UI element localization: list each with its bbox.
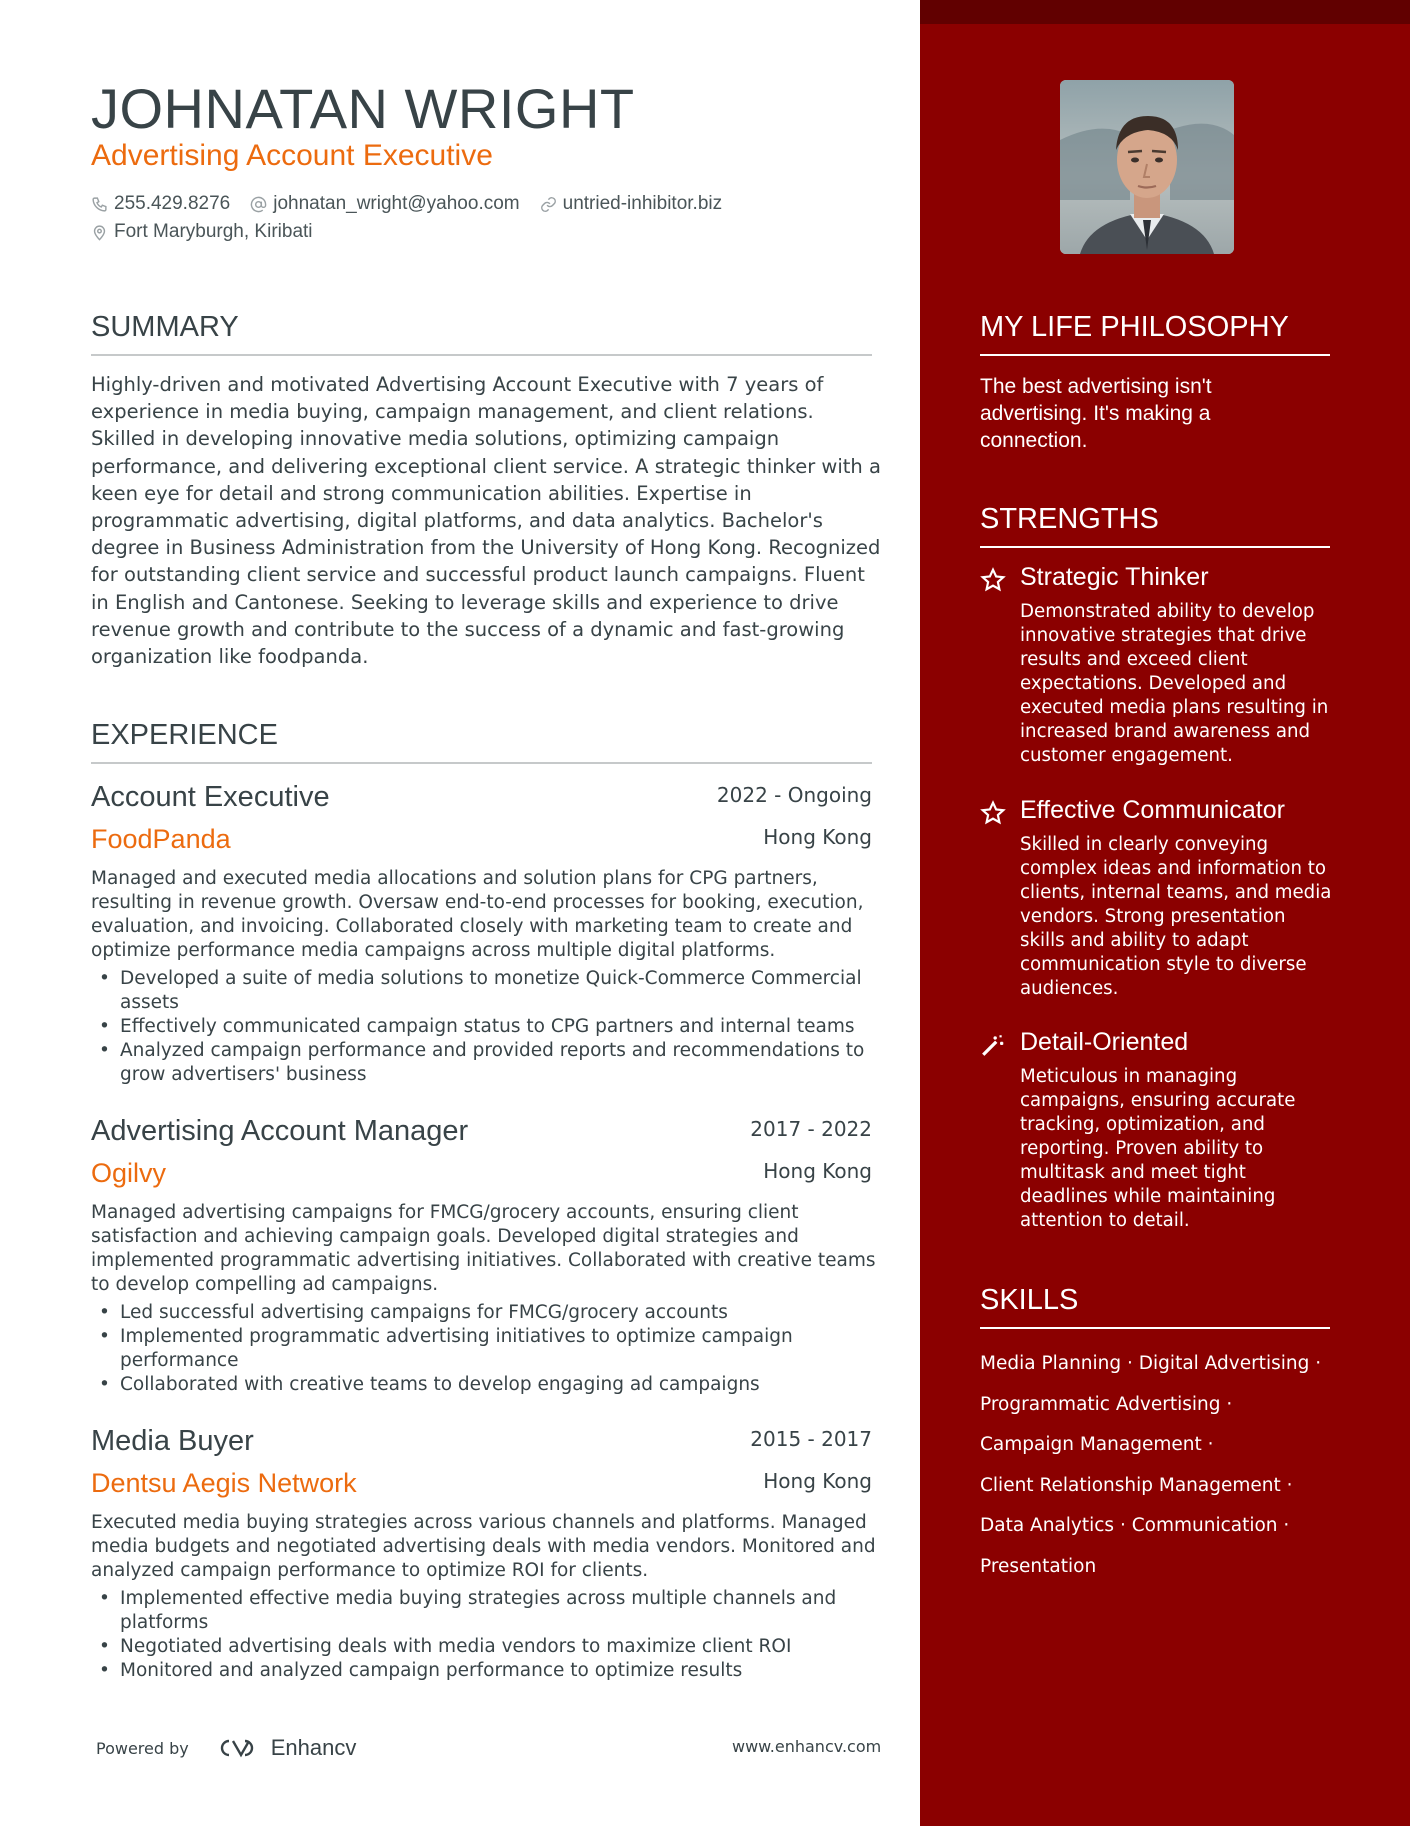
job-bullet: • Collaborated with creative teams to develop engaging ad campaigns: [91, 1373, 876, 1397]
sidebar: [920, 0, 1410, 1826]
strength-description: Meticulous in managing campaigns, ensuring accurate tracking, optimization, and reporting. Proven ability to multitask and meet tight deadlines while maintaining attention to detail.: [1020, 1066, 1296, 1231]
job-title: Advertising Account Manager: [91, 1115, 469, 1147]
profile-photo: [1060, 80, 1234, 254]
job-bullet: • Monitored and analyzed campaign performance to optimize results: [91, 1659, 876, 1683]
job-description: [91, 1201, 876, 1397]
skill-tag: Data Analytics: [980, 1515, 1115, 1536]
skills-line: Campaign Management ·: [980, 1434, 1214, 1455]
strengths-heading: STRENGTHS: [980, 503, 1330, 548]
job-title: Media Buyer: [91, 1425, 254, 1457]
job-bullets: [91, 1587, 876, 1683]
enhancv-logo[interactable]: [215, 1735, 357, 1761]
contact-email[interactable]: [250, 193, 519, 215]
job-bullets: [91, 967, 876, 1087]
contact-website[interactable]: [540, 193, 722, 215]
strength-title: Detail-Oriented: [1020, 1028, 1189, 1056]
link-icon: [540, 196, 557, 213]
skill-tag: Communication: [1131, 1515, 1278, 1536]
skill-tag: Client Relationship Management: [980, 1474, 1281, 1496]
star-icon: [980, 567, 1006, 593]
contact-row-location: [91, 221, 333, 243]
summary-text: Highly-driven and motivated Advertising Account Executive with 7 years of experience in media buying, campaign management, and client relations. Skilled in developing innovative media solutions, optimizing campaign performance, and delivering exceptional client service. A strategic thinker with a keen eye for detail and strong communication abilities. Expertise in programmatic advertising, digital platforms, and data analytics. Bachelor's degree in Business Administration from the University of Hong Kong. Recognized for outstanding client service and successful product launch campaigns. Fluent in English and Cantonese. Seeking to leverage skills and experience to drive revenue growth and contribute to the success of a dynamic and fast-growing organization like foodpanda.: [91, 373, 881, 669]
job-bullets: [91, 1301, 876, 1397]
skills-line: Programmatic Advertising ·: [980, 1393, 1233, 1415]
skill-tag: Presentation: [980, 1555, 1097, 1577]
powered-by-label: Powered by: [96, 1738, 189, 1758]
job-title: Account Executive: [91, 781, 330, 813]
skill-tag: Media Planning: [980, 1353, 1122, 1374]
contact-location: [91, 221, 313, 243]
phone-text: 255.429.8276: [114, 193, 231, 214]
location-pin-icon: [91, 224, 108, 241]
job-summary: Managed advertising campaigns for FMCG/grocery accounts, ensuring client satisfaction and achieving campaign goals. Developed digital strategies and implemented programmatic advertising initiatives. Collaborated with creative teams to develop compelling ad campaigns.: [91, 1202, 876, 1295]
job-bullet: • Led successful advertising campaigns for FMCG/grocery accounts: [91, 1301, 876, 1325]
job-location: Hong Kong: [763, 1159, 872, 1183]
job-bullet: • Implemented programmatic advertising initiatives to optimize campaign performance: [91, 1325, 876, 1373]
job-location: Hong Kong: [763, 825, 872, 849]
skills-line: [980, 1547, 1340, 1588]
skill-tag: Digital Advertising: [1138, 1353, 1310, 1374]
location-text: Fort Maryburgh, Kiribati: [114, 221, 313, 242]
skills-list: [980, 1344, 1340, 1587]
phone-icon: [91, 196, 108, 213]
email-text[interactable]: johnatan_wright@yahoo.com: [273, 193, 520, 214]
brand-name: Enhancv: [270, 1735, 357, 1760]
avatar: [1060, 80, 1234, 254]
skills-line: Client Relationship Management ·: [980, 1474, 1293, 1496]
skills-line: Media Planning · Digital Advertising ·: [980, 1353, 1322, 1374]
skill-tag: Programmatic Advertising: [980, 1393, 1221, 1415]
job-company: Dentsu Aegis Network: [91, 1468, 357, 1498]
strength-description: Demonstrated ability to develop innovative strategies that drive results and exceed client expectations. Developed and executed media plans resulting in increased brand awareness and customer engagement.: [1020, 601, 1329, 766]
candidate-title: Advertising Account Executive: [91, 139, 493, 172]
job-description: [91, 867, 876, 1087]
contact-phone: [91, 193, 230, 215]
job-company: FoodPanda: [91, 824, 231, 854]
philosophy-text: The best advertising isn't advertising. It's making a connection.: [980, 375, 1212, 452]
job-company: Ogilvy: [91, 1158, 167, 1188]
strength-title: Effective Communicator: [1020, 796, 1285, 824]
job-description: [91, 1511, 876, 1683]
job-dates: 2022 - Ongoing: [716, 783, 872, 807]
job-bullet: • Negotiated advertising deals with media vendors to maximize client ROI: [91, 1635, 876, 1659]
philosophy-heading: MY LIFE PHILOSOPHY: [980, 311, 1330, 356]
sidebar-top-bar: [920, 0, 1410, 24]
job-summary: Executed media buying strategies across various channels and platforms. Managed media budgets and negotiated advertising deals with media vendors. Monitored and analyzed campaign performance to optimize ROI for clients.: [91, 1512, 876, 1581]
skill-tag: Campaign Management: [980, 1434, 1202, 1455]
at-icon: [250, 196, 267, 213]
experience-heading: EXPERIENCE: [91, 719, 872, 764]
contact-row: [91, 193, 742, 215]
job-bullet: • Effectively communicated campaign status to CPG partners and internal teams: [91, 1015, 876, 1039]
job-bullet: • Analyzed campaign performance and provided reports and recommendations to grow advertisers' business: [91, 1039, 876, 1087]
footer-url[interactable]: www.enhancv.com: [732, 1737, 882, 1756]
job-summary: Managed and executed media allocations and solution plans for CPG partners, resulting in revenue growth. Oversaw end-to-end processes for booking, execution, evaluation, and invoicing. Collaborated closely with marketing team to create and optimize performance media campaigns across multiple digital platforms.: [91, 868, 864, 961]
website-text[interactable]: untried-inhibitor.biz: [562, 193, 723, 214]
job-location: Hong Kong: [763, 1469, 872, 1493]
candidate-name: JOHNATAN WRIGHT: [91, 77, 635, 140]
skills-line: Data Analytics · Communication ·: [980, 1515, 1290, 1536]
enhancv-logo-icon: [215, 1737, 259, 1759]
job-dates: 2017 - 2022: [750, 1117, 872, 1141]
star-icon: [980, 800, 1006, 826]
magic-wand-icon: [980, 1032, 1006, 1058]
strength-title: Strategic Thinker: [1020, 563, 1209, 591]
summary-heading: SUMMARY: [91, 311, 872, 356]
job-bullet: • Implemented effective media buying strategies across multiple channels and platforms: [91, 1587, 876, 1635]
skills-heading: SKILLS: [980, 1284, 1330, 1329]
job-dates: 2015 - 2017: [750, 1427, 872, 1451]
job-bullet: • Developed a suite of media solutions to monetize Quick-Commerce Commercial assets: [91, 967, 876, 1015]
strength-description: Skilled in clearly conveying complex ideas and information to clients, internal teams, and media vendors. Strong presentation skills and ability to adapt communication style to diverse audiences.: [1020, 834, 1332, 999]
footer-powered-by: [96, 1735, 356, 1761]
